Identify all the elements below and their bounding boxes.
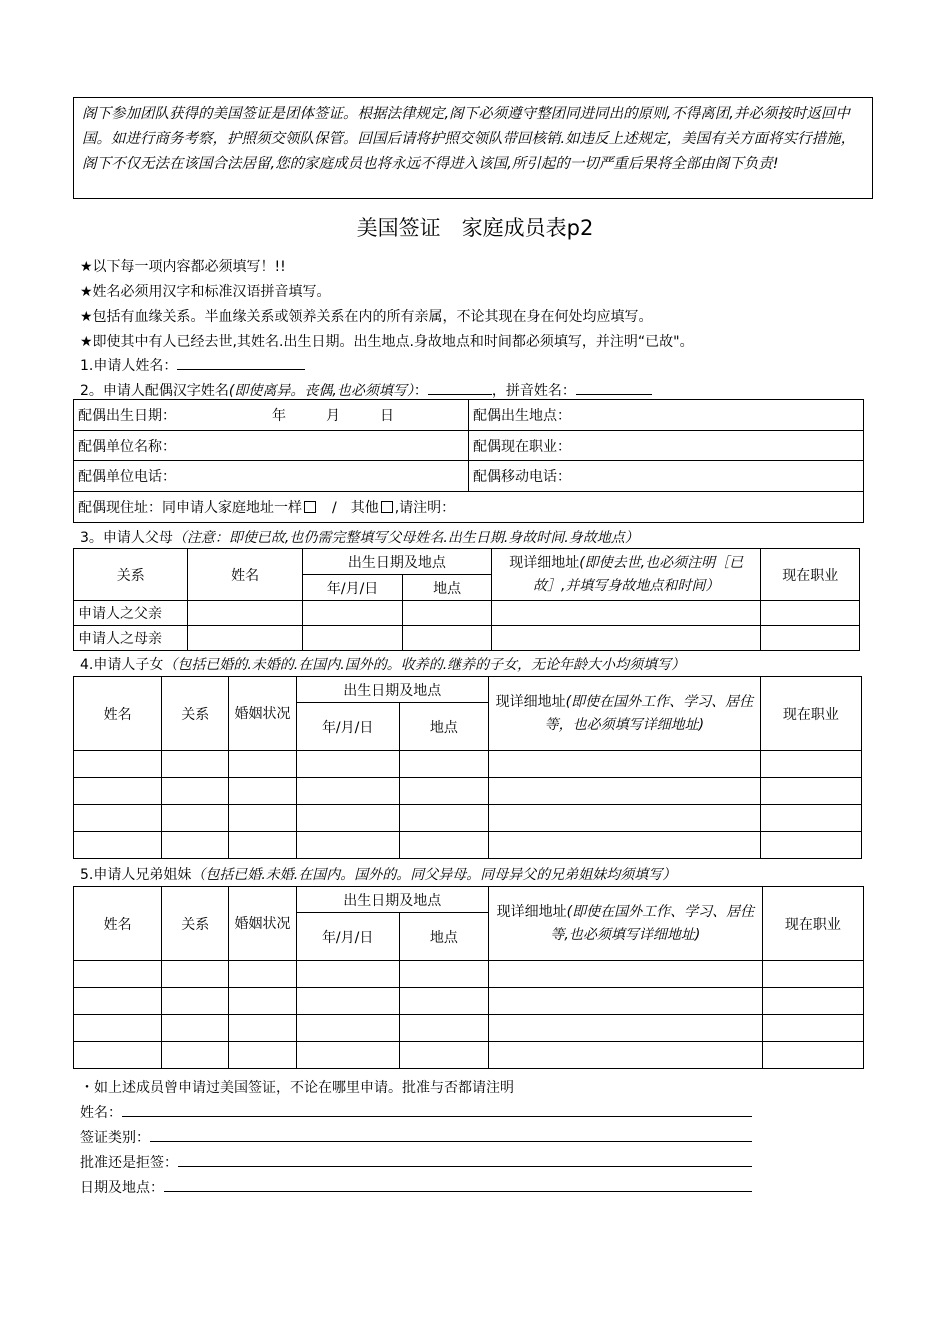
visa-name-input[interactable] <box>122 1102 752 1117</box>
cell[interactable] <box>74 778 162 805</box>
cell[interactable] <box>296 961 399 988</box>
siblings-header-occupation: 现在职业 <box>762 887 863 961</box>
visa-name-label: 姓名： <box>80 1105 122 1121</box>
table-row <box>74 832 862 859</box>
spouse-work-phone-label: 配偶单位电话： <box>78 469 176 485</box>
children-header-relation: 关系 <box>162 677 229 751</box>
table-row <box>74 1015 864 1042</box>
visa-history-intro: ・如上述成员曾申请过美国签证，不论在哪里申请。批准与否都请注明 <box>80 1080 514 1096</box>
cell[interactable] <box>489 988 763 1015</box>
cell[interactable] <box>762 961 863 988</box>
spouse-address-label: 配偶现住址：同申请人家庭地址一样 <box>78 500 302 516</box>
cell[interactable] <box>74 961 162 988</box>
father-occupation-cell[interactable] <box>761 601 860 626</box>
children-label: 4.申请人子女 <box>80 657 164 673</box>
visa-type-label: 签证类别： <box>80 1130 150 1146</box>
siblings-header-address <box>489 887 763 961</box>
children-header-date: 年/月/日 <box>296 703 399 751</box>
cell[interactable] <box>399 1042 488 1069</box>
children-header-occupation: 现在职业 <box>760 677 861 751</box>
father-place-cell[interactable] <box>403 601 492 626</box>
cell[interactable] <box>296 988 399 1015</box>
applicant-name-label: 1.申请人姓名： <box>80 358 178 374</box>
instruction-3: ★包括有血缘关系。半血缘关系或领养关系在内的所有亲属，不论其现在身在何处均应填写。 <box>80 309 653 325</box>
children-header-birth: 出生日期及地点 <box>296 677 488 703</box>
parents-header-name: 姓名 <box>188 549 302 601</box>
spouse-mobile-cell[interactable] <box>469 461 864 492</box>
cell[interactable] <box>229 751 296 778</box>
address-separator: / <box>332 500 337 516</box>
table-row <box>74 751 862 778</box>
spouse-note: (即使离异。丧偶,也必须填写） <box>228 383 414 399</box>
cell[interactable] <box>760 751 861 778</box>
cell[interactable] <box>399 961 488 988</box>
table-row <box>74 1042 864 1069</box>
cell[interactable] <box>229 988 296 1015</box>
parents-header-date: 年/月/日 <box>302 575 403 601</box>
spouse-employer-cell[interactable] <box>74 431 469 461</box>
spouse-birth-place-label: 配偶出生地点： <box>473 408 571 424</box>
cell[interactable] <box>162 832 229 859</box>
parents-heading <box>80 527 639 547</box>
siblings-label: 5.申请人兄弟姐妹 <box>80 867 192 883</box>
cell[interactable] <box>399 751 488 778</box>
cell[interactable] <box>74 805 162 832</box>
cell[interactable] <box>74 1015 162 1042</box>
children-address-note: (即使在国外工作、学习、居住等，也必须填写详细地址) <box>544 693 754 733</box>
cell[interactable] <box>296 805 399 832</box>
mother-place-cell[interactable] <box>403 626 492 651</box>
children-table <box>73 676 862 859</box>
notice-box: 阁下参加团队获得的美国签证是团体签证。根据法律规定,阁下必须遵守整团同进同出的原则,不得离团,并必须按时返回中国。如进行商务考察，护照须交领队保管。回国后请将护照交领队带回核销.如违反上述规定，美国有关方面将实行措施，阁下不仅无法在该国合法居留,您的家庭成员也将永远不得进入该国,所引起的一切严重后果将全部由阁下负责! <box>73 97 873 199</box>
spouse-label: 2。申请人配偶汉字姓名 <box>80 383 229 399</box>
parents-address-label: 现详细地址 <box>509 554 580 571</box>
siblings-note: （包括已婚.未婚.在国内。国外的。同父异母。同母异父的兄弟姐妹均须填写） <box>191 867 677 883</box>
parents-header-occupation: 现在职业 <box>761 549 860 601</box>
parents-header-relation: 关系 <box>74 549 188 601</box>
cell[interactable] <box>489 832 761 859</box>
month-label: 月 <box>326 408 340 424</box>
visa-result-input[interactable] <box>178 1152 752 1167</box>
cell[interactable] <box>229 1042 296 1069</box>
mother-name-cell[interactable] <box>188 626 302 651</box>
cell[interactable] <box>162 1042 229 1069</box>
parents-table <box>73 548 860 651</box>
table-row <box>74 988 864 1015</box>
father-name-cell[interactable] <box>188 601 302 626</box>
cell[interactable] <box>489 1015 763 1042</box>
spouse-occupation-cell[interactable] <box>469 431 864 461</box>
cell[interactable] <box>296 832 399 859</box>
cell[interactable] <box>74 988 162 1015</box>
mother-address-cell[interactable] <box>491 626 761 651</box>
cell[interactable] <box>762 988 863 1015</box>
children-header-place: 地点 <box>399 703 488 751</box>
same-address-checkbox[interactable] <box>304 501 316 513</box>
spouse-chinese-name-input[interactable] <box>428 380 492 395</box>
cell[interactable] <box>162 1015 229 1042</box>
instruction-2: ★姓名必须用汉字和标准汉语拼音填写。 <box>80 284 331 300</box>
father-address-cell[interactable] <box>491 601 761 626</box>
cell[interactable] <box>162 778 229 805</box>
applicant-name-row <box>80 355 305 375</box>
parents-header-birth: 出生日期及地点 <box>302 549 491 575</box>
other-address-checkbox[interactable] <box>381 501 393 513</box>
spouse-birth-date-label: 配偶出生日期： <box>78 408 176 424</box>
siblings-address-note: (即使在国外工作、学习、居住等,也必须填写详细地址) <box>550 903 755 943</box>
cell[interactable] <box>162 961 229 988</box>
parents-note: （注意：即使已故,也仍需完整填写父母姓名.出生日期.身故时间.身故地点） <box>172 530 639 546</box>
table-row <box>74 778 862 805</box>
cell[interactable] <box>296 751 399 778</box>
siblings-header-relation: 关系 <box>162 887 229 961</box>
siblings-header-name: 姓名 <box>74 887 162 961</box>
spouse-colon: ： <box>413 383 428 399</box>
visa-date-place-row <box>80 1177 752 1197</box>
visa-name-row <box>80 1102 752 1122</box>
parents-header-address <box>491 549 761 601</box>
cell[interactable] <box>489 1042 763 1069</box>
siblings-heading <box>80 864 676 884</box>
cell[interactable] <box>399 778 488 805</box>
table-row <box>74 961 864 988</box>
instruction-1: ★以下每一项内容都必须填写！!! <box>80 259 286 275</box>
cell[interactable] <box>399 1015 488 1042</box>
cell[interactable] <box>489 961 763 988</box>
spouse-address-cell <box>74 492 864 523</box>
children-note: （包括已婚的.未婚的.在国内.国外的。收养的.继养的子女，无论年龄大小均须填写） <box>163 657 686 673</box>
spouse-birth-place-cell[interactable] <box>469 400 864 431</box>
cell[interactable] <box>229 961 296 988</box>
cell[interactable] <box>229 1015 296 1042</box>
cell[interactable] <box>760 805 861 832</box>
children-header-address <box>489 677 761 751</box>
children-header-name: 姓名 <box>74 677 162 751</box>
cell[interactable] <box>296 1042 399 1069</box>
cell[interactable] <box>74 1042 162 1069</box>
children-header-marital: 婚姻状况 <box>229 677 296 751</box>
siblings-header-birth: 出生日期及地点 <box>296 887 488 913</box>
year-label: 年 <box>272 408 286 424</box>
cell[interactable] <box>399 988 488 1015</box>
cell[interactable] <box>229 832 296 859</box>
siblings-address-label: 现详细地址 <box>496 903 567 920</box>
parents-label: 3。申请人父母 <box>80 530 173 546</box>
visa-date-place-label: 日期及地点： <box>80 1180 164 1196</box>
spouse-work-phone-cell[interactable] <box>74 461 469 492</box>
cell[interactable] <box>489 778 761 805</box>
spouse-employer-label: 配偶单位名称： <box>78 438 176 455</box>
address-other-label: 其他 <box>350 500 379 516</box>
table-row <box>74 805 862 832</box>
spouse-name-row <box>80 380 652 400</box>
siblings-header-marital: 婚姻状况 <box>229 887 296 961</box>
instruction-4: ★即使其中有人已经去世,其姓名.出生日期。出生地点.身故地点和时间都必须填写，并注明“已故"。 <box>80 334 694 350</box>
cell[interactable] <box>229 805 296 832</box>
page-title: 美国签证 家庭成员表p2 <box>356 216 594 240</box>
cell[interactable] <box>74 751 162 778</box>
parents-header-place: 地点 <box>403 575 492 601</box>
cell[interactable] <box>760 832 861 859</box>
siblings-header-place: 地点 <box>399 913 488 961</box>
cell[interactable] <box>74 832 162 859</box>
father-row-label: 申请人之父亲 <box>74 601 188 626</box>
cell[interactable] <box>489 751 761 778</box>
siblings-table <box>73 886 864 1069</box>
cell[interactable] <box>162 805 229 832</box>
visa-result-row <box>80 1152 752 1172</box>
cell[interactable] <box>296 778 399 805</box>
children-heading <box>80 654 685 674</box>
spouse-mobile-label: 配偶移动电话： <box>473 469 571 485</box>
siblings-header-date: 年/月/日 <box>296 913 399 961</box>
spouse-pinyin-label: ，拼音姓名： <box>491 383 576 399</box>
visa-type-input[interactable] <box>150 1127 752 1142</box>
cell[interactable] <box>229 778 296 805</box>
cell[interactable] <box>762 1042 863 1069</box>
cell[interactable] <box>162 988 229 1015</box>
address-note-label: ,请注明： <box>394 500 456 516</box>
children-address-label: 现详细地址 <box>495 693 566 710</box>
cell[interactable] <box>760 778 861 805</box>
spouse-pinyin-input[interactable] <box>576 380 652 395</box>
spouse-table <box>73 399 864 523</box>
cell[interactable] <box>399 805 488 832</box>
day-label: 日 <box>380 408 394 424</box>
mother-row-label: 申请人之母亲 <box>74 626 188 651</box>
father-date-cell[interactable] <box>302 601 403 626</box>
cell[interactable] <box>399 832 488 859</box>
mother-occupation-cell[interactable] <box>761 626 860 651</box>
mother-date-cell[interactable] <box>302 626 403 651</box>
cell[interactable] <box>762 1015 863 1042</box>
visa-date-place-input[interactable] <box>164 1177 752 1192</box>
parents-address-note: (即使去世,也必须注明［已故］,并填写身故地点和时间） <box>532 554 744 594</box>
cell[interactable] <box>489 805 761 832</box>
cell[interactable] <box>162 751 229 778</box>
spouse-birth-date-cell[interactable] <box>74 400 469 431</box>
spouse-occupation-label: 配偶现在职业： <box>473 438 571 455</box>
visa-result-label: 批准还是拒签： <box>80 1155 178 1171</box>
applicant-name-input[interactable] <box>177 355 305 370</box>
visa-type-row <box>80 1127 752 1147</box>
cell[interactable] <box>296 1015 399 1042</box>
